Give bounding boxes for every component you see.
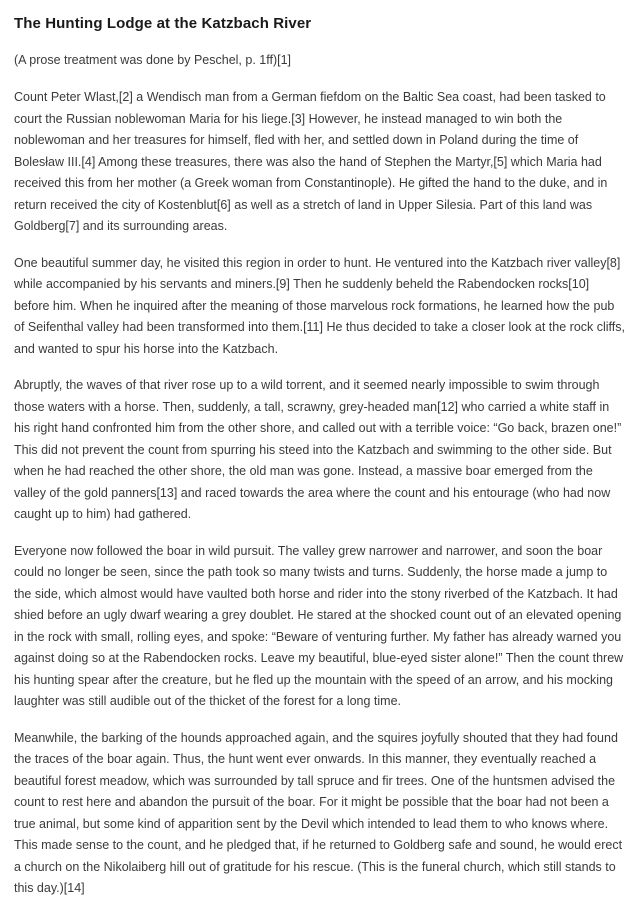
- paragraph-1: Count Peter Wlast,[2] a Wendisch man from a German fiefdom on the Baltic Sea coast, had been tasked to court the Russian noblewoman Maria for his liege.[3] However, he instead managed to win both the noblewoman and her treasures for himself, fled with her, and settled down in Poland during the time of Bolesław III.[4] Among these treasures, there was also the hand of Stephen the Martyr,[5] which Maria had received this from her mother (a Greek woman from Constantinople). He gifted the hand to the duke, and in return received the city of Kostenblut[6] as well as a stretch of land in Upper Silesia. Part of this land was Goldberg[7] and its surrounding areas.: [14, 90, 608, 233]
- page-title: The Hunting Lodge at the Katzbach River: [14, 15, 312, 32]
- paragraph-4: Everyone now followed the boar in wild pursuit. The valley grew narrower and narrower, and soon the boar could no longer be seen, since the path took so many twists and turns. Suddenly, the horse made a jump to the side, which almost would have vaulted both horse and rider into the stony riverbed of the Katzbach. It had shied before an ugly dwarf wearing a grey doublet. He stared at the shocked count out of an elevated opening in the rock with small, rolling eyes, and spoke: “Beware of venturing further. My father has already warned you against doing so at the Rabendocken rocks. Leave my beautiful, blue-eyed sister alone!” Then the count threw his hunting spear after the creature, but he fled up the mountain with the speed of an arrow, and his mocking laughter was still audible out of the thicket of the forest for a long time.: [14, 543, 624, 708]
- paragraph-5: Meanwhile, the barking of the hounds approached again, and the squires joyfully shouted that they had found the traces of the boar again. Thus, the hunt went ever onwards. In this manner, they eventually reached a beautiful forest meadow, which was surrounded by tall spruce and fir trees. One of the huntsmen advised the count to rest here and abandon the pursuit of the boar. For it might be possible that the boar had not been a true animal, but some kind of apparition sent by the Devil which intended to lead them to who knows where. This made sense to the count, and he pledged that, if he returned to Goldberg safe and sound, he would erect a church on the Nikolaiberg hill out of gratitude for his rescue. (This is the funeral church, which still stands to this day.)[14]: [14, 730, 623, 895]
- attribution-line: (A prose treatment was done by Peschel, p. 1ff)[1]: [14, 52, 292, 67]
- paragraph-3: Abruptly, the waves of that river rose up to a wild torrent, and it seemed nearly impossible to swim through those waters with a horse. Then, suddenly, a tall, scrawny, grey-headed man[12] who carried a white staff in his right hand confronted him from the other shore, and called out with a terrible voice: “Go back, brazen one!” This did not prevent the count from spurring his steed into the Katzbach and swimming to the other side. But when he had reached the other shore, the old man was gone. Instead, a massive boar emerged from the valley of the gold panners[13] and raced towards the area where the count and his entourage (who had now caught up to him) had gathered.: [14, 378, 622, 521]
- paragraph-2: One beautiful summer day, he visited this region in order to hunt. He ventured into the Katzbach river valley[8] while accompanied by his servants and miners.[9] Then he suddenly beheld the Rabendocken rocks[10] before him. When he inquired after the meaning of those marvelous rock formations, he learned how the pub of Seifenthal valley had been transformed into them.[11] He thus decided to take a closer look at the rock cliffs, and wanted to spur his horse into the Katzbach.: [14, 255, 625, 356]
